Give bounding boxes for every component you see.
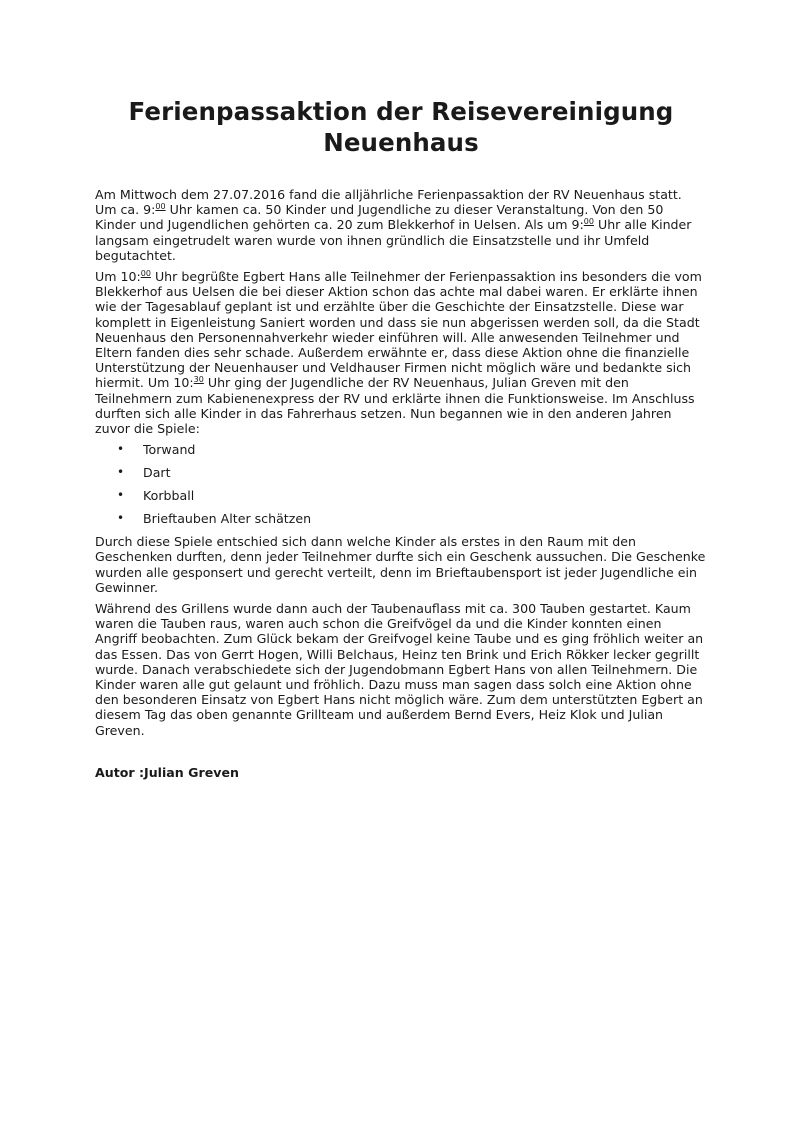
paragraph-grill: Während des Grillens wurde dann auch der Taubenauflass mit ca. 300 Tauben gestartet. Kaum waren die Tauben raus, waren auch schon die Greifvögel da und die Kinder konnten einen Angriff beobachten. Zum Glück bekam der Greifvogel keine Taube und es ging fröhlich weiter an das Essen. Das von Gerrt Hogen, Willi Belchaus, Heinz ten Brink und Erich Rökker lecker gegrillt wurde. Danach verabschiedete sich der Jugendobmann Egbert Hans von allen Teilnehmern. Die Kinder waren alle gut gelaunt und fröhlich. Dazu muss man sagen dass solch eine Aktion ohne den besonderen Einsatz von Egbert Hans nicht möglich wäre. Zum dem unterstützten Egbert an diesem Tag das oben genannte Grillteam und außerdem Bernd Evers, Heiz Klok und Julian Greven.	[95, 601, 704, 738]
list-item	[95, 511, 707, 534]
list-item	[95, 488, 707, 511]
welcome-text-b: Uhr begrüßte Egbert Hans alle Teilnehmer der Ferienpassaktion ins besonders die vom Blekkerhof aus Uelsen die bei dieser Aktion schon das achte mal dabei waren. Er erklärte ihnen wie der Tagesablauf geplant ist und erzählte über die Geschichte der Einsatzstelle. Diese war komplett in Eigenleistung Saniert worden und dass sie nun abgerissen werden soll, da die Stadt Neuenhaus den Personennahverkehr wieder einführen will. Alle anwesenden Teilnehmer und Eltern fanden dies sehr schade. Außerdem erwähnte er, dass diese Aktion ohne die finanzielle Unterstützung der Neuenhauser und Veldhauser Firmen nicht möglich wäre und bedankte sich hiermit. Um 10:	[95, 269, 702, 391]
intro-time-sup-1: 00	[155, 202, 166, 212]
welcome-text-a: Um 10:	[95, 269, 141, 285]
welcome-time-sup-2: 30	[193, 375, 204, 385]
list-item	[95, 465, 707, 488]
list-item-label: Torwand	[143, 442, 196, 458]
intro-text-a: Am Mittwoch dem 27.07.2016 fand die alljährliche Ferienpassaktion der RV Neuenhaus statt. Um ca. 9:	[95, 187, 682, 218]
list-item-label: Brieftauben Alter schätzen	[143, 511, 312, 527]
intro-text-c: Uhr alle Kinder langsam eingetrudelt waren wurde von ihnen gründlich die Einsatzstelle und ihr Umfeld begutachtet.	[95, 217, 692, 263]
document-page	[95, 96, 707, 780]
paragraph-welcome	[95, 269, 707, 436]
intro-text-b: Uhr kamen ca. 50 Kinder und Jugendliche zu dieser Veranstaltung. Von den 50 Kinder und Jugendlichen gehörten ca. 20 zum Blekkerhof in Uelsen. Als um 9:	[95, 202, 664, 233]
welcome-time-sup-1: 00	[140, 269, 151, 279]
author-line: Autor :Julian Greven	[95, 764, 239, 780]
paragraph-intro	[95, 187, 707, 263]
list-item-label: Dart	[143, 465, 171, 481]
games-list	[95, 442, 707, 534]
document-title: Ferienpassaktion der Reisevereinigung Neuenhaus	[128, 97, 674, 157]
list-item-label: Korbball	[143, 488, 195, 504]
bullet-icon: •	[117, 465, 125, 480]
bullet-icon: •	[117, 442, 125, 457]
bullet-icon: •	[117, 511, 125, 526]
intro-time-sup-2: 00	[583, 217, 594, 227]
paragraph-games: Durch diese Spiele entschied sich dann welche Kinder als erstes in den Raum mit den Geschenken durften, denn jeder Teilnehmer durfte sich ein Geschenk aussuchen. Die Geschenke wurden alle gesponsert und gerecht verteilt, denn im Brieftaubensport ist jeder Jugendliche ein Gewinner.	[95, 534, 706, 595]
list-item	[95, 442, 707, 465]
welcome-text-c: Uhr ging der Jugendliche der RV Neuenhaus, Julian Greven mit den Teilnehmern zum Kabienenexpress der RV und erklärte ihnen die Funktionsweise. Im Anschluss durften sich alle Kinder in das Fahrerhaus setzen. Nun begannen wie in den anderen Jahren zuvor die Spiele:	[95, 375, 695, 437]
bullet-icon: •	[117, 488, 125, 503]
